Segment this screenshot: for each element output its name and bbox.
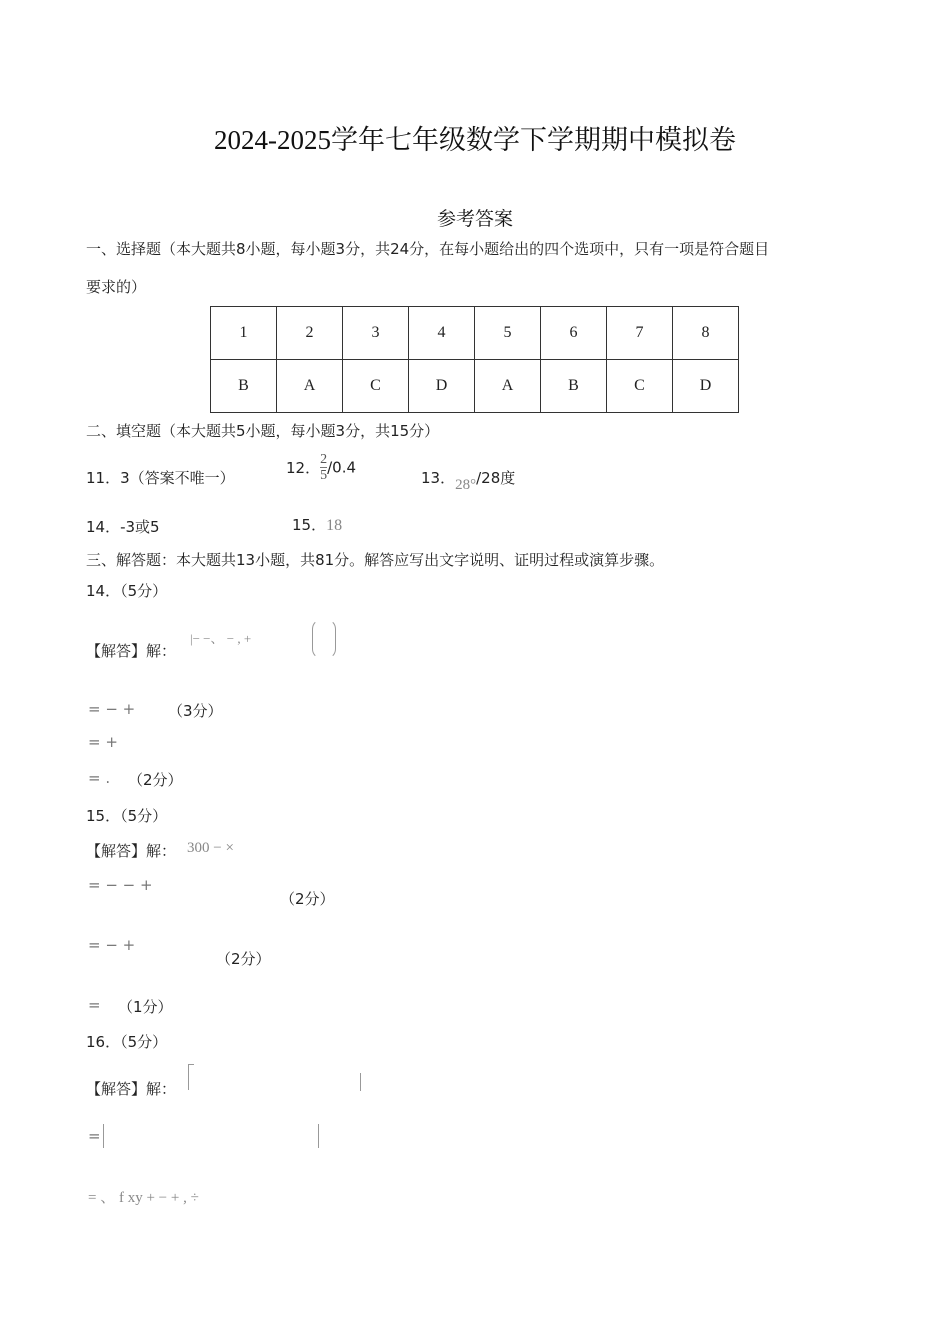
p16-line1-expr: =	[88, 1127, 101, 1145]
table-cell: 6	[541, 307, 607, 360]
p16-header: 16．（5分）	[86, 1033, 168, 1051]
q12-numerator: 2	[320, 452, 328, 467]
section3-heading: 三、解答题：本大题共13小题，共81分。解答应写出文字说明、证明过程或演算步骤。	[86, 551, 665, 569]
table-cell: 7	[607, 307, 673, 360]
p15-line1-expr: = − − +	[88, 876, 153, 894]
p16-bracket-left	[188, 1064, 361, 1090]
table-cell: C	[607, 360, 673, 413]
section1-heading-line1: 一、选择题（本大题共8小题，每小题3分，共24分，在每小题给出的四个选项中，只有一项是符合题目	[86, 240, 770, 258]
p14-parenthesis	[312, 619, 336, 659]
p14-line1-expr: = − +	[88, 700, 136, 718]
q15	[292, 514, 342, 535]
p15-solution-expr: 300 − ×	[187, 840, 234, 856]
q12-denominator: 5	[320, 468, 328, 483]
table-cell: 4	[409, 307, 475, 360]
q11-label: 11．	[86, 469, 121, 487]
table-cell: 2	[277, 307, 343, 360]
answer-table-answer-row	[211, 360, 739, 413]
p14-line3-score: （2分）	[128, 771, 183, 789]
table-cell: C	[343, 360, 409, 413]
p15-line2-score: （2分）	[216, 950, 271, 968]
q13-degree: 28°	[455, 477, 477, 493]
p15-line3-expr: =	[88, 996, 101, 1014]
p14-line3-expr: = .	[88, 769, 111, 787]
p16-solution-label: 【解答】解：	[86, 1080, 177, 1098]
answer-table-number-row	[211, 307, 739, 360]
p15-solution-label: 【解答】解：	[86, 842, 177, 860]
q11	[86, 467, 235, 488]
p14-line1	[88, 700, 135, 718]
table-cell: D	[673, 360, 739, 413]
q14-answer: -3或5	[120, 518, 160, 536]
table-cell: B	[211, 360, 277, 413]
q12-label: 12．	[286, 459, 321, 477]
q15-label: 15．	[292, 516, 327, 534]
q13-suffix: /28度	[476, 469, 516, 487]
p15-header: 15．（5分）	[86, 807, 168, 825]
q14	[86, 516, 160, 537]
p15-line1-score: （2分）	[280, 890, 335, 908]
p15-line3-score: （1分）	[118, 998, 173, 1016]
p14-solution-label: 【解答】解：	[86, 642, 177, 660]
p16-bracket-left-cap	[188, 1064, 194, 1065]
p14-line2-expr: = +	[88, 733, 118, 751]
q14-label: 14．	[86, 518, 121, 536]
p16-line1-bracket-right	[318, 1124, 319, 1148]
q13-label: 13．	[421, 469, 456, 487]
table-cell: 1	[211, 307, 277, 360]
page-subtitle: 参考答案	[436, 208, 513, 230]
p16-bracket-right	[360, 1073, 361, 1091]
q11-answer: 3（答案不唯一）	[120, 469, 235, 487]
q13	[421, 467, 516, 493]
p16-line2-expr: = 、 f xy + − + , ÷	[88, 1190, 199, 1206]
p14-header: 14．（5分）	[86, 582, 168, 600]
q12-suffix: /0.4	[327, 458, 357, 477]
page-title: 2024-2025学年七年级数学下学期期中模拟卷	[214, 125, 736, 155]
section2-heading: 二、填空题（本大题共5小题，每小题3分，共15分）	[86, 422, 440, 440]
q15-answer: 18	[326, 517, 343, 534]
table-cell: D	[409, 360, 475, 413]
answer-table	[210, 306, 739, 413]
p15-line2-expr: = − +	[88, 936, 136, 954]
table-cell: 3	[343, 307, 409, 360]
p14-line1-score: （3分）	[168, 702, 223, 720]
table-cell: 8	[673, 307, 739, 360]
table-cell: A	[277, 360, 343, 413]
table-cell: A	[475, 360, 541, 413]
p14-expression-fragments: |− −、 − , +	[190, 631, 252, 646]
table-cell: 5	[475, 307, 541, 360]
q12	[286, 452, 356, 483]
section1-heading-line2: 要求的）	[86, 278, 147, 296]
p16-line1-bracket-left	[103, 1124, 104, 1148]
table-cell: B	[541, 360, 607, 413]
